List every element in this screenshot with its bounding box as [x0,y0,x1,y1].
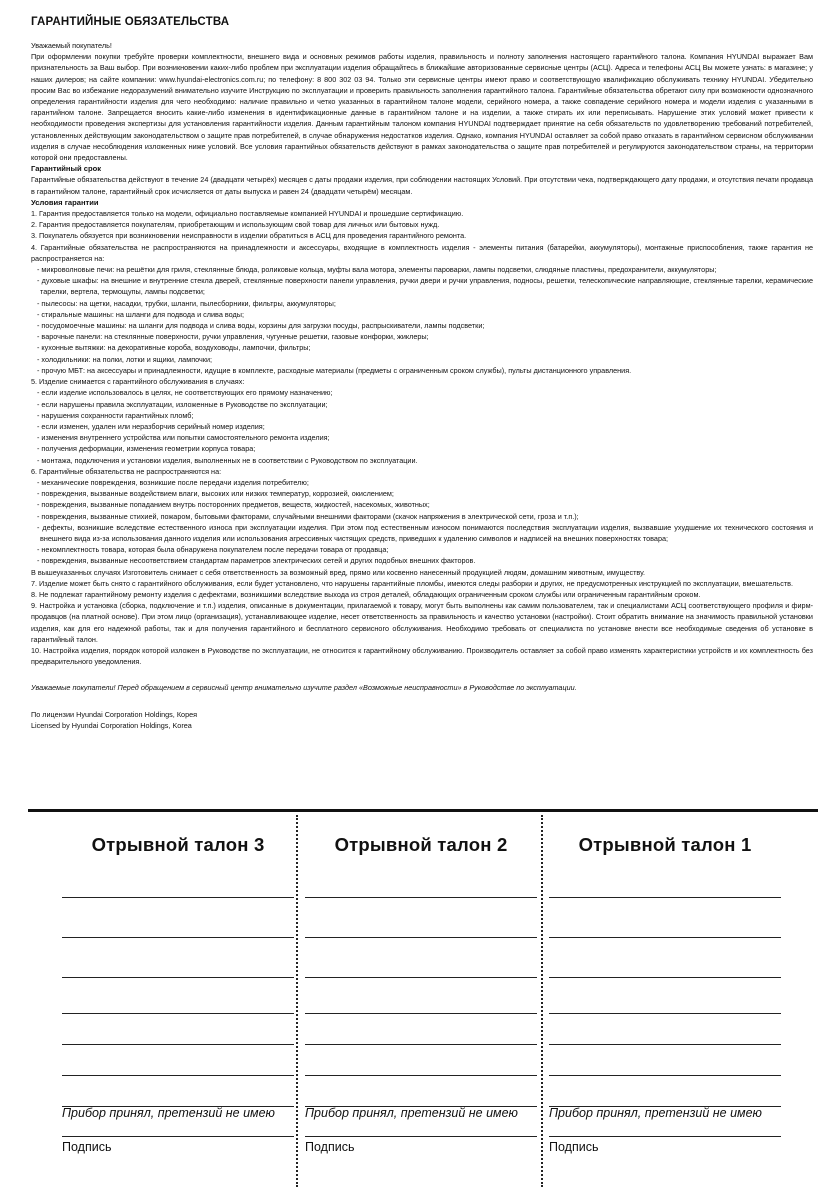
warranty-period-heading: Гарантийный срок [31,164,102,174]
fill-line [549,977,781,978]
accept-statement: Прибор принял, претензий не имею [305,1106,518,1120]
condition-5-item: - если изделие использовалось в целях, не соответствующих его прямому назначению; [37,388,333,398]
condition-6-item: - механические повреждения, возникшие после передачи изделия потребителю; [37,477,309,487]
condition-6-item: - повреждения, вызванные несоответствием стандартам параметров электрических сетей и других подобных внешних факторов. [37,556,476,566]
document-title: ГАРАНТИЙНЫЕ ОБЯЗАТЕЛЬСТВА [31,16,230,28]
condition-7: 7. Изделие может быть снято с гарантийного обслуживания, если будет установлено, что нарушены гарантийные пломбы, имеются следы разборки и других, не предусмотренных инструкцией по эксплуатации, вмешательств. [31,578,794,588]
tear-off-coupon-2 [305,820,537,1154]
condition-6-item: - повреждения, вызванные стихией, пожаром, бытовыми факторами, случайными внешними факторами (скачок напряжения в электрической сети, гроза и т.п.); [37,511,579,521]
fill-line [549,1013,781,1014]
fill-line [549,937,781,938]
condition-5-item: - если изменен, удален или неразборчив серийный номер изделия; [37,421,265,431]
condition-5-item: - получения деформации, изменения геометрии корпуса товара; [37,444,256,454]
condition-5-item: - если нарушены правила эксплуатации, изложенные в Руководстве по эксплуатации; [37,399,328,409]
signature-label: Подпись [62,1140,112,1154]
condition-6: 6. Гарантийные обязательства не распространяются на: [31,466,222,476]
fill-line [62,897,294,898]
condition-4-item: - прочую МБТ: на аксессуары и принадлежности, идущие в комплекте, расходные материалы (предметы с ограниченным сроком службы), пульты дистанционного управления. [37,365,632,375]
fill-line [305,1013,537,1014]
fill-line [62,1013,294,1014]
fill-line [62,977,294,978]
coupon-title: Отрывной талон 2 [334,834,508,855]
condition-6-note: В вышеуказанных случаях Изготовитель снимает с себя ответственность за возможный вред, прямо или косвенно нанесенный продукцией людям, домашним животным, имуществу. [31,567,645,577]
condition-5-item: - нарушения сохранности гарантийных пломб; [37,410,194,420]
fill-line [305,1075,537,1076]
condition-4-item: - пылесосы: на щетки, насадки, трубки, шланги, пылесборники, фильтры, аккумуляторы; [37,298,336,308]
condition-4-item: - посудомоечные машины: на шланги для подвода и слива воды, корзины для загрузки посуды, распрыскиватели, лампы подсветки; [37,321,485,331]
condition-5-item: - изменения внутреннего устройства или попытки самостоятельного ремонта изделия; [37,433,330,443]
coupon-title: Отрывной талон 1 [578,834,752,855]
condition-4-item: - варочные панели: на стеклянные поверхности, ручки управления, чугунные решетки, газовые конфорки, жиклеры; [37,332,429,342]
cut-line [541,815,543,1187]
condition-4-item: - духовые шкафы: на внешние и внутренние стекла дверей, стеклянные поверхности панели управления, ручки двери и ручки управления, подносы, решетки, телескопические направляющие, стеклянные тарелки, керамические тарелки, вертела, термощупы, лампы подсветки; [37,276,813,297]
coupon-title: Отрывной талон 3 [91,834,265,855]
fill-line [549,1075,781,1076]
accept-statement: Прибор принял, претензий не имею [62,1106,275,1120]
document-body [31,40,813,731]
condition-10: 10. Настройка изделия, порядок которой изложен в Руководстве по эксплуатации, не относится к гарантийному обслуживанию. Производитель оставляет за собой право изменять характеристики устройств и их комплектность без предварительного уведомления. [31,645,813,667]
condition-4: 4. Гарантийные обязательства не распространяются на принадлежности и аксессуары, входящие в комплектность изделия - элементы питания (батарейки, аккумуляторы), монтажные приспособления, также гарантия не распространяется на: [31,242,813,263]
condition-1: 1. Гарантия предоставляется только на модели, официально поставляемые компанией HYUNDAI и прошедшие сертификацию. [31,209,464,219]
fill-line [62,1136,294,1137]
fill-line [62,937,294,938]
fill-line [62,1044,294,1045]
fill-line [305,977,537,978]
fill-line [305,937,537,938]
license-en: Licensed by Hyundai Corporation Holdings, Korea [31,720,192,730]
signature-label: Подпись [305,1140,355,1154]
condition-4-item: - стиральные машины: на шланги для подвода и слива воды; [37,309,244,319]
warranty-period-text: Гарантийные обязательства действуют в течение 24 (двадцати четырёх) месяцев с даты продажи изделия, при соблюдении настоящих Условий. При отсутствии чека, подтверждающего дату продажи, и отсутствия печати продавца в гарантийном талоне, гарантийный срок исчисляется от даты выпуска и равен 24 (двадцати четырём) месяцам. [31,175,813,196]
condition-4-item: - микроволновые печи: на решётки для гриля, стеклянные блюда, роликовые кольца, муфты вала мотора, элементы пароварки, лампы подсветки, слюдяные пластины, предохранители, аккумуляторы; [37,265,717,275]
section-divider [28,809,818,812]
condition-5-item: - монтажа, подключения и установки изделия, выполненных не в соответствии с Руководством по эксплуатации. [37,455,418,465]
fill-line [305,1044,537,1045]
condition-8: 8. Не подлежат гарантийному ремонту изделия с дефектами, возникшими вследствие выхода из строя деталей, обладающих ограниченным сроком службы или ограниченным гарантийным сроком. [31,589,701,599]
condition-6-item: - некомплектность товара, которая была обнаружена покупателем после передачи товара от продавца; [37,545,389,555]
warranty-document [31,16,813,731]
fill-line [305,897,537,898]
fill-line [549,897,781,898]
license-ru: По лицензии Hyundai Corporation Holdings, Корея [31,709,198,719]
intro-paragraph: При оформлении покупки требуйте проверки комплектности, внешнего вида и основных режимов работы изделия, правильность и полноту заполнения настоящего гарантийного талона. Компания HYUNDAI выражает Вам признательность за Ваш выбор. При возникновении каких-либо проблем при эксплуатации изделия обращайтесь в ближайшие авторизованные сервисные центры (АСЦ). Адреса и телефоны АСЦ Вы можете узнать: в магазине; у наших дилеров; на сайте компании: www.hyundai-electronics.com.ru; по телефону: 8 800 302 03 94. Только эти сервисные центры имеют право и соответствующую квалификацию обслуживать технику HYUNDAI. Убедительно просим Вас во избежание недоразумений внимательно изучите Инструкцию по эксплуатации и проверить правильность заполнения гарантийного талона. Гарантийные обязательства обретают силу при возможности однозначного определения гарантийности изделия для чего необходимо: наличие правильно и четко указанных в гарантийном талоне модели, серийного номера, а также совпадение серийного номера и модели изделия с указанными в гарантийном талоне. Запрещается вносить какие-либо изменения в идентификационные данные в гарантийном талоне и на изделии, а также стирать их или переписывать. Нарушение этих условий может привести к необходимости проведения экспертизы для установления гарантийности изделия. Данным гарантийным талоном компания HYUNDAI подтверждает принятие на себя обязательств по удовлетворению требований потребителей, установленных действующим законодательством о защите прав потребителей, в случае обнаружения недостатков изделия. Однако, компания HYUNDAI оставляет за собой право отказать в гарантийном сервисном обслуживании изделия в случае несоблюдения изложенных ниже условий. Все условия гарантийных обязательств действуют в рамках законодательства о защите прав потребителей и регулируются законодательством страны, на территории которой они предоставлены. [31,52,813,163]
fill-line [62,1075,294,1076]
condition-2: 2. Гарантия предоставляется покупателям, приобретающим и использующим свой товар для личных или бытовых нужд. [31,220,440,230]
cut-line [296,815,298,1187]
signature-label: Подпись [549,1140,599,1154]
condition-4-item: - холодильники: на полки, лотки и ящики, лампочки; [37,354,213,364]
condition-9: 9. Настройка и установка (сборка, подключение и т.п.) изделия, описанные в документации, прилагаемой к товару, могут быть выполнены как самим пользователем, так и специалистами АСЦ соответствующего профиля и фирм-продавцов (на платной основе). При этом лицо (организация), устанавливающее изделие, несет ответственность за правильность и качество установки (настройки). Стоит обратить внимание на значимость правильной установки изделия, как для его надежной работы, так и для получения гарантийного и бесплатного сервисного обслуживания. Необходимо требовать от специалиста по установке внести все необходимые сведения об установке в гарантийный талон. [31,601,813,644]
fill-line [549,1136,781,1137]
condition-6-item: - дефекты, возникшие вследствие естественного износа при эксплуатации изделия. При этом под естественным износом понимаются последствия эксплуатации изделия, вызвавшие ухудшение их технического состояния и внешнего вида из-за использования данного изделия или использования агрессивных чистящих средств, приведших к удалению символов и надписей на внешних поверхностях товара; [37,522,813,543]
condition-6-item: - повреждения, вызванные попаданием внутрь посторонних предметов, веществ, жидкостей, насекомых, животных; [37,500,430,510]
conditions-heading: Условия гарантии [31,197,99,207]
greeting: Уважаемый покупатель! [31,41,112,50]
fill-line [305,1136,537,1137]
closing-note: Уважаемые покупатели! Перед обращением в сервисный центр внимательно изучите раздел «Возможные неисправности» в Руководстве по эксплуатации. [31,683,577,693]
tear-off-coupon-3 [62,820,294,1154]
fill-line [549,1044,781,1045]
condition-4-item: - кухонные вытяжки: на декоративные короба, воздуховоды, лампочки, фильтры; [37,343,311,353]
condition-6-item: - повреждения, вызванные воздействием влаги, высоких или низких температур, коррозией, окислением; [37,489,394,499]
accept-statement: Прибор принял, претензий не имею [549,1106,762,1120]
condition-3: 3. Покупатель обязуется при возникновении неисправности в изделии обратиться в АСЦ для проведения гарантийного ремонта. [31,231,467,241]
condition-5: 5. Изделие снимается с гарантийного обслуживания в случаях: [31,377,245,387]
license-block [31,709,813,731]
tear-off-coupon-1 [549,820,781,1154]
